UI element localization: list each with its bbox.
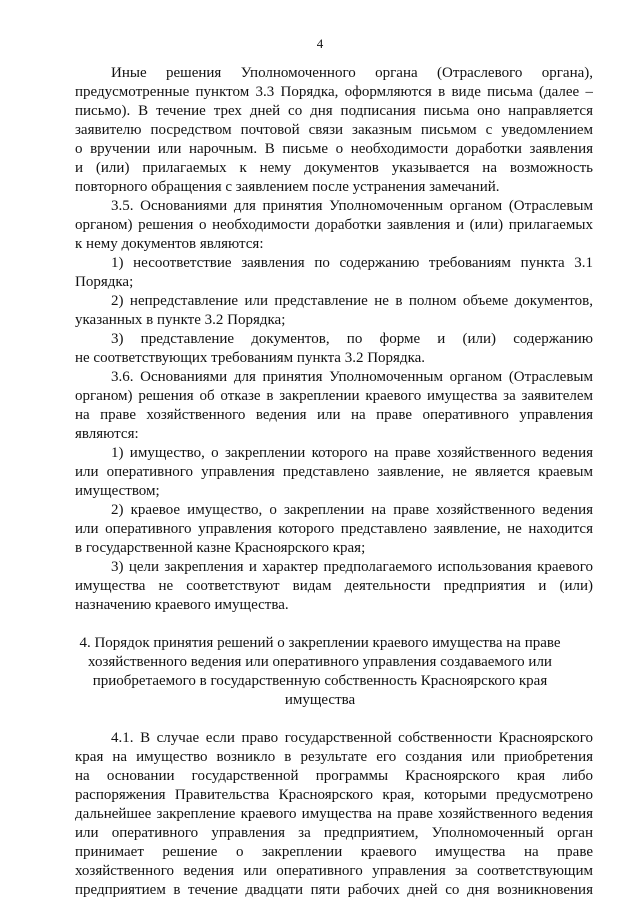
text-line: предусмотренные пунктом 3.3 Порядка, оформляются в виде письма (далее –: [75, 84, 593, 100]
text-line: края на имущество возникло в результате его создания или приобретения: [75, 749, 593, 765]
text-line: о вручении или нарочным. В письме о необходимости доработки заявления: [75, 141, 593, 157]
text-line: 3.5. Основаниями для принятия Уполномоченным органом (Отраслевым: [111, 198, 593, 214]
page-number: 4: [316, 36, 324, 51]
text-line: принимает решение о закреплении краевого имущества на праве: [75, 844, 593, 860]
text-line: 3) представление документов, по форме и (или) содержанию: [111, 331, 593, 347]
text-line: или оперативного управления за предприятием, Уполномоченный орган: [75, 825, 593, 841]
text-line: Порядка;: [75, 274, 134, 290]
text-line: или оперативного управления представлено заявление, не является краевым: [75, 464, 593, 480]
text-line: и (или) прилагаемых к нему документов указывается на возможность: [75, 160, 593, 176]
text-line: являются:: [75, 426, 139, 442]
text-line: на основании государственной программы Красноярского края либо: [75, 768, 593, 784]
text-line: 3.6. Основаниями для принятия Уполномоченным органом (Отраслевым: [111, 369, 593, 385]
text-line: или оперативного управления которого представлено заявление, не находится: [75, 521, 593, 537]
section-heading: приобретаемого в государственную собственность Красноярского края: [92, 673, 548, 689]
text-line: не соответствующих требованиям пункта 3.2 Порядка.: [75, 350, 426, 366]
text-line: хозяйственного ведения или оперативного управления за соответствующим: [75, 863, 593, 879]
section-heading: 4. Порядок принятия решений о закреплении краевого имущества на праве: [79, 635, 561, 651]
text-line: имущества не соответствуют видам деятельности предприятия и (или): [75, 578, 593, 594]
text-line: 1) имущество, о закреплении которого на праве хозяйственного ведения: [111, 445, 593, 461]
text-line: 3) цели закрепления и характер предполагаемого использования краевого: [111, 559, 593, 575]
text-line: указанных в пункте 3.2 Порядка;: [75, 312, 286, 328]
text-line: органом) решения об отказе в закреплении краевого имущества за заявителем: [75, 388, 593, 404]
section-heading: имущества: [284, 692, 356, 708]
text-line: Иные решения Уполномоченного органа (Отраслевого органа),: [111, 65, 593, 81]
text-line: к нему документов являются:: [75, 236, 264, 252]
text-line: органом) решения о необходимости доработки заявления и (или) прилагаемых: [75, 217, 593, 233]
text-line: распоряжения Правительства Красноярского края, которыми предусмотрено: [75, 787, 593, 803]
section-heading: хозяйственного ведения или оперативного управления создаваемого или: [88, 654, 552, 670]
text-line: письмо). В течение трех дней со дня подписания письма оно направляется: [75, 103, 593, 119]
text-line: 2) непредставление или представление не в полном объеме документов,: [111, 293, 593, 309]
text-line: заявителю посредством почтовой связи заказным письмом с уведомлением: [75, 122, 593, 138]
text-line: имуществом;: [75, 483, 160, 499]
text-line: 1) несоответствие заявления по содержанию требованиям пункта 3.1: [111, 255, 593, 271]
text-line: предприятием в течение двадцати пяти рабочих дней со дня возникновения: [75, 882, 593, 898]
text-line: 2) краевое имущество, о закреплении на праве хозяйственного ведения: [111, 502, 593, 518]
text-line: назначению краевого имущества.: [75, 597, 289, 613]
text-line: дальнейшее закрепление краевого имущества на праве хозяйственного ведения: [75, 806, 593, 822]
text-line: на праве хозяйственного ведения или на праве оперативного управления: [75, 407, 593, 423]
text-line: 4.1. В случае если право государственной собственности Красноярского: [111, 730, 593, 746]
text-line: повторного обращения с заявлением после устранения замечаний.: [75, 179, 500, 195]
text-line: в государственной казне Красноярского края;: [75, 540, 366, 556]
